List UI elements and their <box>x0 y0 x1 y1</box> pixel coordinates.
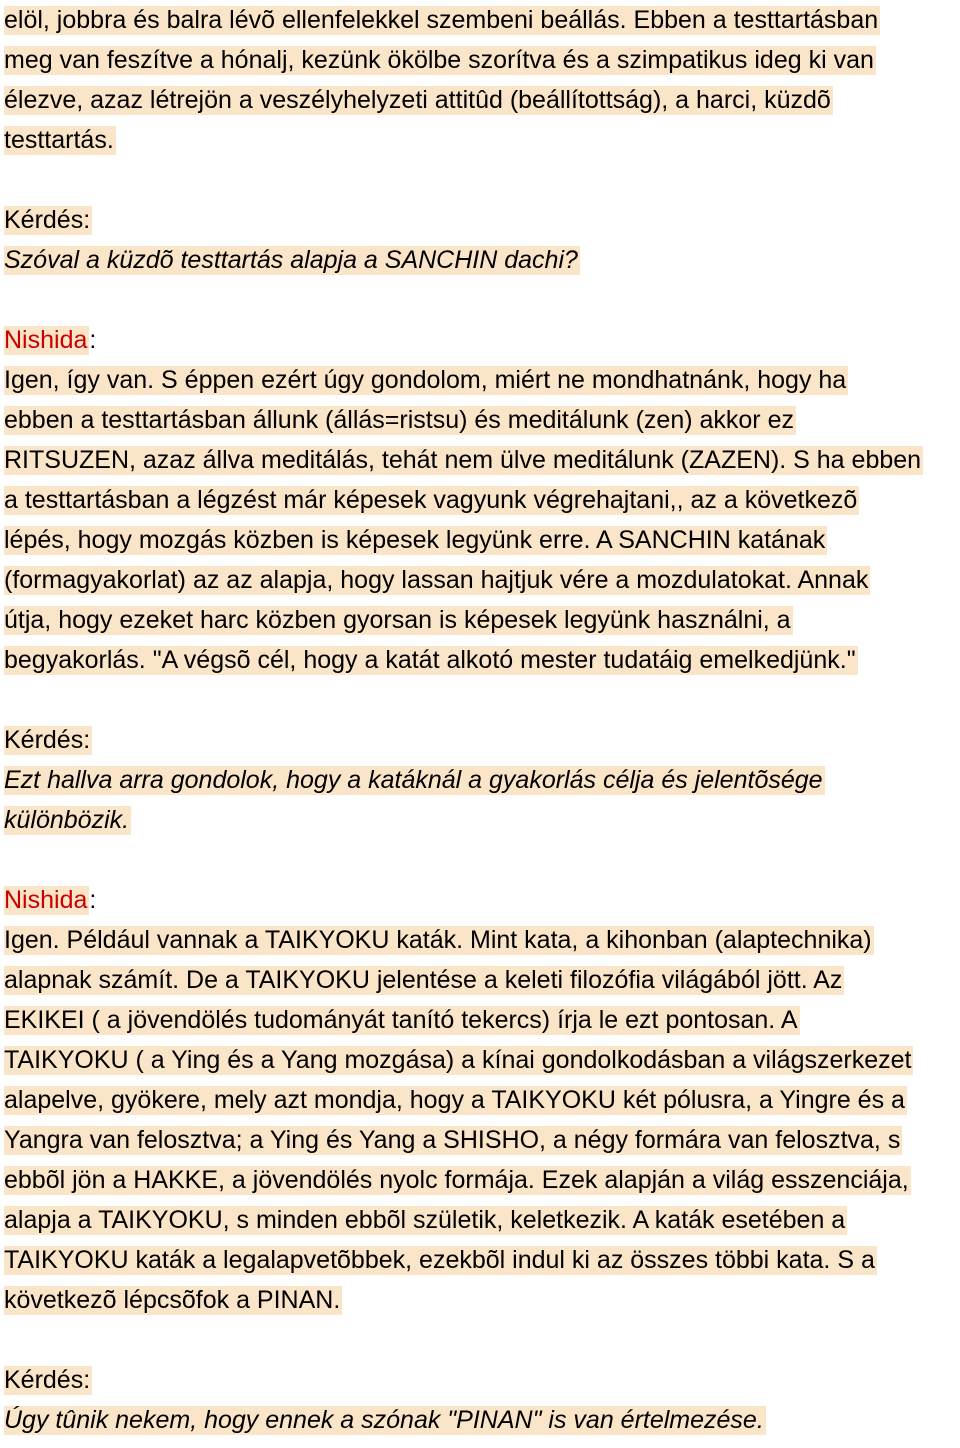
text-line: ebben a testtartásban állunk (állás=ristsu) és meditálunk (zen) akkor ez <box>4 406 794 434</box>
speaker-line <box>4 720 956 760</box>
speaker-colon: : <box>89 326 97 354</box>
speaker-line <box>4 320 956 360</box>
question-line: Szóval a küzdõ testtartás alapja a SANCHIN dachi? <box>4 246 578 274</box>
text-line: begyakorlás. "A végsõ cél, hogy a katát alkotó mester tudatáig emelkedjünk." <box>4 646 856 674</box>
text-line: meg van feszítve a hónalj, kezünk ökölbe szorítva és a szimpatikus ideg ki van <box>4 46 874 74</box>
speaker-kerdes: Kérdés: <box>4 206 91 234</box>
question-block <box>4 720 956 840</box>
text-line: lépés, hogy mozgás közben is képesek legyünk erre. A SANCHIN katának <box>4 526 826 554</box>
text-line: elöl, jobbra és balra lévõ ellenfelekkel szembeni beállás. Ebben a testtartásban <box>4 6 879 34</box>
speaker-line <box>4 880 956 920</box>
text-line: Igen, így van. S éppen ezért úgy gondolom, miért ne mondhatnánk, hogy ha <box>4 366 847 394</box>
text-line: útja, hogy ezeket harc közben gyorsan is képesek legyünk használni, a <box>4 606 791 634</box>
answer-block <box>4 880 956 1320</box>
text-line: Yangra van felosztva; a Ying és Yang a SHISHO, a négy formára van felosztva, s <box>4 1126 901 1154</box>
answer-block <box>4 320 956 680</box>
text-line: EKIKEI ( a jövendölés tudományát tanító tekercs) írja le ezt pontosan. A <box>4 1006 798 1034</box>
question-block <box>4 1360 956 1440</box>
speaker-colon: : <box>89 886 97 914</box>
speaker-nishida: Nishida <box>4 886 88 914</box>
question-line: Úgy tûnik nekem, hogy ennek a szónak "PINAN" is van értelmezése. <box>4 1406 764 1434</box>
paragraph-gap <box>4 680 956 720</box>
text-line: RITSUZEN, azaz állva meditálás, tehát nem ülve meditálunk (ZAZEN). S ha ebben <box>4 446 922 474</box>
text-line: alapja a TAIKYOKU, s minden ebbõl születik, keletkezik. A katák esetében a <box>4 1206 846 1234</box>
text-line: Igen. Például vannak a TAIKYOKU katák. Mint kata, a kihonban (alaptechnika) <box>4 926 872 954</box>
paragraph-gap <box>4 1320 956 1360</box>
text-line: TAIKYOKU ( a Ying és a Yang mozgása) a kínai gondolkodásban a világszerkezet <box>4 1046 912 1074</box>
paragraph-gap <box>4 840 956 880</box>
speaker-kerdes: Kérdés: <box>4 726 91 754</box>
speaker-kerdes: Kérdés: <box>4 1366 91 1394</box>
question-line: különbözik. <box>4 806 130 834</box>
answer-continued <box>4 0 956 160</box>
question-block <box>4 200 956 280</box>
text-line: alapelve, gyökere, mely azt mondja, hogy a TAIKYOKU két pólusra, a Yingre és a <box>4 1086 905 1114</box>
paragraph-gap <box>4 160 956 200</box>
question-line: Ezt hallva arra gondolok, hogy a katáknál a gyakorlás célja és jelentõsége <box>4 766 823 794</box>
text-line: (formagyakorlat) az az alapja, hogy lassan hajtjuk vére a mozdulatokat. Annak <box>4 566 869 594</box>
text-line: élezve, azaz létrejön a veszélyhelyzeti attitûd (beállítottság), a harci, küzdõ <box>4 86 831 114</box>
text-line: a testtartásban a légzést már képesek vagyunk végrehajtani,, az a következõ <box>4 486 858 514</box>
speaker-line <box>4 1360 956 1400</box>
text-line: ebbõl jön a HAKKE, a jövendölés nyolc formája. Ezek alapján a világ esszenciája, <box>4 1166 909 1194</box>
text-line: testtartás. <box>4 126 114 154</box>
speaker-line <box>4 200 956 240</box>
speaker-nishida: Nishida <box>4 326 88 354</box>
paragraph-gap <box>4 280 956 320</box>
text-line: TAIKYOKU katák a legalapvetõbbek, ezekbõl indul ki az összes többi kata. S a <box>4 1246 875 1274</box>
text-line: következõ lépcsõfok a PINAN. <box>4 1286 341 1314</box>
text-line: alapnak számít. De a TAIKYOKU jelentése a keleti filozófia világából jött. Az <box>4 966 843 994</box>
